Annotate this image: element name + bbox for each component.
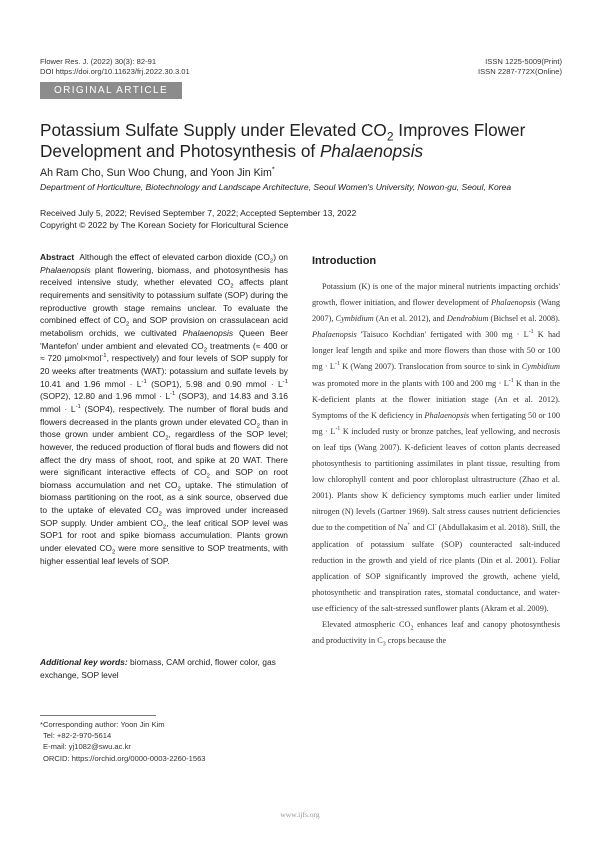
abstract-text: (SOP1), 5.98 and 0.90 mmol · L [146,378,283,389]
body-text: Elevated atmospheric CO [322,619,411,629]
superscript: -1 [141,378,147,385]
abstract-text: was improved under increased SOP supply. Under ambient CO [40,505,288,528]
abstract-text: , respectively) and four levels of SOP supply for 20 weeks after treatments (WAT): potassium and sulfate levels by 10.41 and 1.96 mmol · L [40,353,288,389]
issn-print: ISSN 1225-5009(Print) [485,57,562,66]
abstract-text: Although the effect of elevated carbon dioxide (CO [79,252,270,262]
author-tel: Tel: +82-2-970-5614 [43,731,112,741]
body-text: K included rusty or bronze patches, leaf yellowing, and necrosis on leaf tips (Wang 2007). K-deficient leaves of cotton plants decreased photosynthesis to partitioning assimilates in plant tissue, resulting from low chlorophyll content and poor chloroplast ultrastructure (Zhao et al. 2001). Plants show K deficiency symptoms much earlier under limited nitrogen (N) levels (Gartner 1969). Salt stress causes nutrient deficiencies due to the competition of Na [312,426,560,533]
abstract-text: ) on [273,252,288,262]
superscript: + [407,522,411,529]
abstract-text: and SOP provision on crassulacean acid metabolism orchids, we cultivated [40,315,288,338]
genus-name: Phalaenopsis [312,330,357,340]
subscript: 3 [382,641,386,648]
subscript: 2 [203,347,208,354]
body-text: (An et al. 2012), and [373,314,447,324]
affiliation: Department of Horticulture, Biotechnology and Landscape Architecture, Seoul Women's University, Nowon-gu, Seoul, Korea [40,182,512,192]
author-orcid[interactable]: ORCID: https://orchid.org/0000-0003-2260-1563 [43,753,206,763]
genus-name: Cymbidium [335,314,374,324]
subscript: 2 [230,284,234,290]
key-words-text: biomass, CAM orchid, flower color, gas exchange, SOP level [40,657,276,680]
subscript: 2 [410,625,414,632]
genus-name: Phalaenopsis [182,327,234,338]
publication-dates [40,207,356,231]
abstract-text: , regardless of the SOP level; however, the reduced production of floral buds and flowers did not affect the dry mass of shoot, root, and spike at 20 WAT. There were significant interactive effects of CO [40,429,288,478]
abstract-text: plant flowering, biomass, and photosynthesis has received intensive study, whether elevated CO [40,264,288,288]
abstract [40,251,288,567]
body-text: K than in the K-deficient plants at the flower initiation stage (An et al. 2012). Symptoms of the K deficiency in [312,378,560,420]
footnote-divider [40,715,156,716]
author-names: Ah Ram Cho, Sun Woo Chung, and Yoon Jin Kim [40,167,272,179]
body-text: when fertigating 50 or 100 mg · L [312,410,560,436]
body-text: and Cl [410,523,435,533]
body-text: enhances leaf and canopy photosynthesis and productivity in C [312,619,560,646]
genus-name: Cymbidium [521,362,560,372]
genus-name: Dendrobium [446,314,489,324]
genus-name: Phalaenopsis [40,264,91,275]
body-text: was promoted more in the plants with 100 and 200 mg · L [312,378,509,388]
article-type-badge: ORIGINAL ARTICLE [40,82,182,99]
genus-name: Phalaenopsis [491,298,536,308]
key-words [40,656,288,681]
title-line1-post: Improves Flower [393,120,526,140]
paper-title [40,120,570,162]
abstract-text: than in those grown under ambient CO [40,416,288,440]
title-line1-pre: Potassium Sulfate Supply under Elevated CO [40,120,387,140]
subscript: 2 [111,549,116,556]
subscript: 2 [206,473,210,480]
subscript: 2 [158,511,162,518]
superscript: -1 [101,353,107,360]
body-text: crops because the [385,636,447,646]
received-dates: Received July 5, 2022; Revised September 7, 2022; Accepted September 13, 2022 [40,208,357,218]
corresponding-mark: * [271,164,275,174]
superscript: -1 [528,329,534,336]
body-text: (Wang 2007), [312,298,560,324]
abstract-text: and SOP on root biomass accumulation and net CO [40,467,288,490]
body-text: 'Taisuco Kochdian' fertigated with 300 mg · L [356,330,529,340]
superscript: -1 [75,404,81,411]
body-text: (Bichsel et al. 2008). [488,314,560,324]
abstract-text: (SOP2), 12.80 and 1.96 mmol · L [40,391,171,402]
subscript: 2 [177,486,181,493]
key-words-label: Additional key words: [40,657,128,667]
title-co2-subscript: 2 [386,129,394,144]
journal-citation: Flower Res. J. (2022) 30(3): 82-91 [40,57,157,66]
title-line2-pre: Development and Photosynthesis of [40,141,320,161]
body-text: K (Wang 2007). Translocation from source to sink in [339,362,522,372]
abstract-text: were more sensitive to SOP treatments, with higher essential leaf levels of SOP. [40,543,288,566]
issn-online: ISSN 2287-772X(Online) [478,67,562,76]
superscript: -1 [282,378,288,385]
footnote [40,719,206,764]
superscript: -1 [335,426,341,433]
abstract-text: Queen Beer 'Mantefon' under ambient and elevated CO [40,327,288,351]
subscript: 2 [165,435,169,442]
abstract-text: (SOP3), and 14.83 and 3.16 mmol · L [40,391,289,414]
introduction-body [312,279,560,649]
superscript: -1 [335,361,340,368]
section-heading-introduction: Introduction [312,255,377,267]
abstract-label: Abstract [40,252,75,262]
subscript: 2 [256,423,260,430]
corresponding-author: *Corresponding author: Yoon Jin Kim [40,720,165,729]
doi-link[interactable]: DOI https://doi.org/10.11623/frj.2022.30.3.01 [40,67,190,76]
abstract-text: treatments (≈ 400 or ≈ 720 μmol×mol [40,340,288,364]
intro-paragraph-2 [312,617,560,649]
body-text: Potassium (K) is one of the major mineral nutrients impacting orchids' growth, flower initiation, and flower development of [312,282,560,308]
title-genus: Phalaenopsis [319,141,424,161]
journal-website[interactable]: www.ijfs.org [280,810,320,819]
subscript: 2 [269,258,274,265]
subscript: 2 [162,524,167,531]
abstract-text: (SOP4), respectively. The number of floral buds and flowers decreased in the plants grown under elevated CO [40,403,288,427]
subscript: 2 [126,321,130,328]
abstract-text: uptake. The stimulation of biomass partitioning on the root, as a sink source, observed due to the uptake of elevated CO [40,479,288,516]
abstract-text: affects plant requirements and sensitivity to potassium sulfate (SOP) during the reproductive growth stage remains unclear. To evaluate the combined effect of CO [40,277,289,326]
author-email[interactable]: E-mail: yj1082@swu.ac.kr [43,742,131,752]
copyright-line: Copyright © 2022 by The Korean Society for Floricultural Science [40,220,289,230]
abstract-text: , the leaf critical SOP level was SOP1 for root and spike biomass accumulation. Plants grown under elevated CO [40,517,288,554]
intro-paragraph-1 [312,279,560,617]
superscript: -1 [170,391,176,398]
superscript: -1 [508,377,514,384]
superscript: - [434,522,437,529]
body-text: (Abdullakasim et al. 2018). Still, the application of potassium sulfate (SOP) counteracted salt-induced reduction in the growth and yield of rice plants (Din et al. 2001). Foliar application of SOP significantly improved the growth, achene yield, photosynthetic and transpiration rates, stomatal conductance, and water-use efficiency of the salt-stressed sunflower plants (Akram et al. 2009). [312,523,560,613]
author-list [40,164,275,179]
genus-name: Phalaenopsis [424,410,470,420]
body-text: K had longer leaf length and spike and more flowers than those with 50 or 100 mg · L [312,330,560,372]
